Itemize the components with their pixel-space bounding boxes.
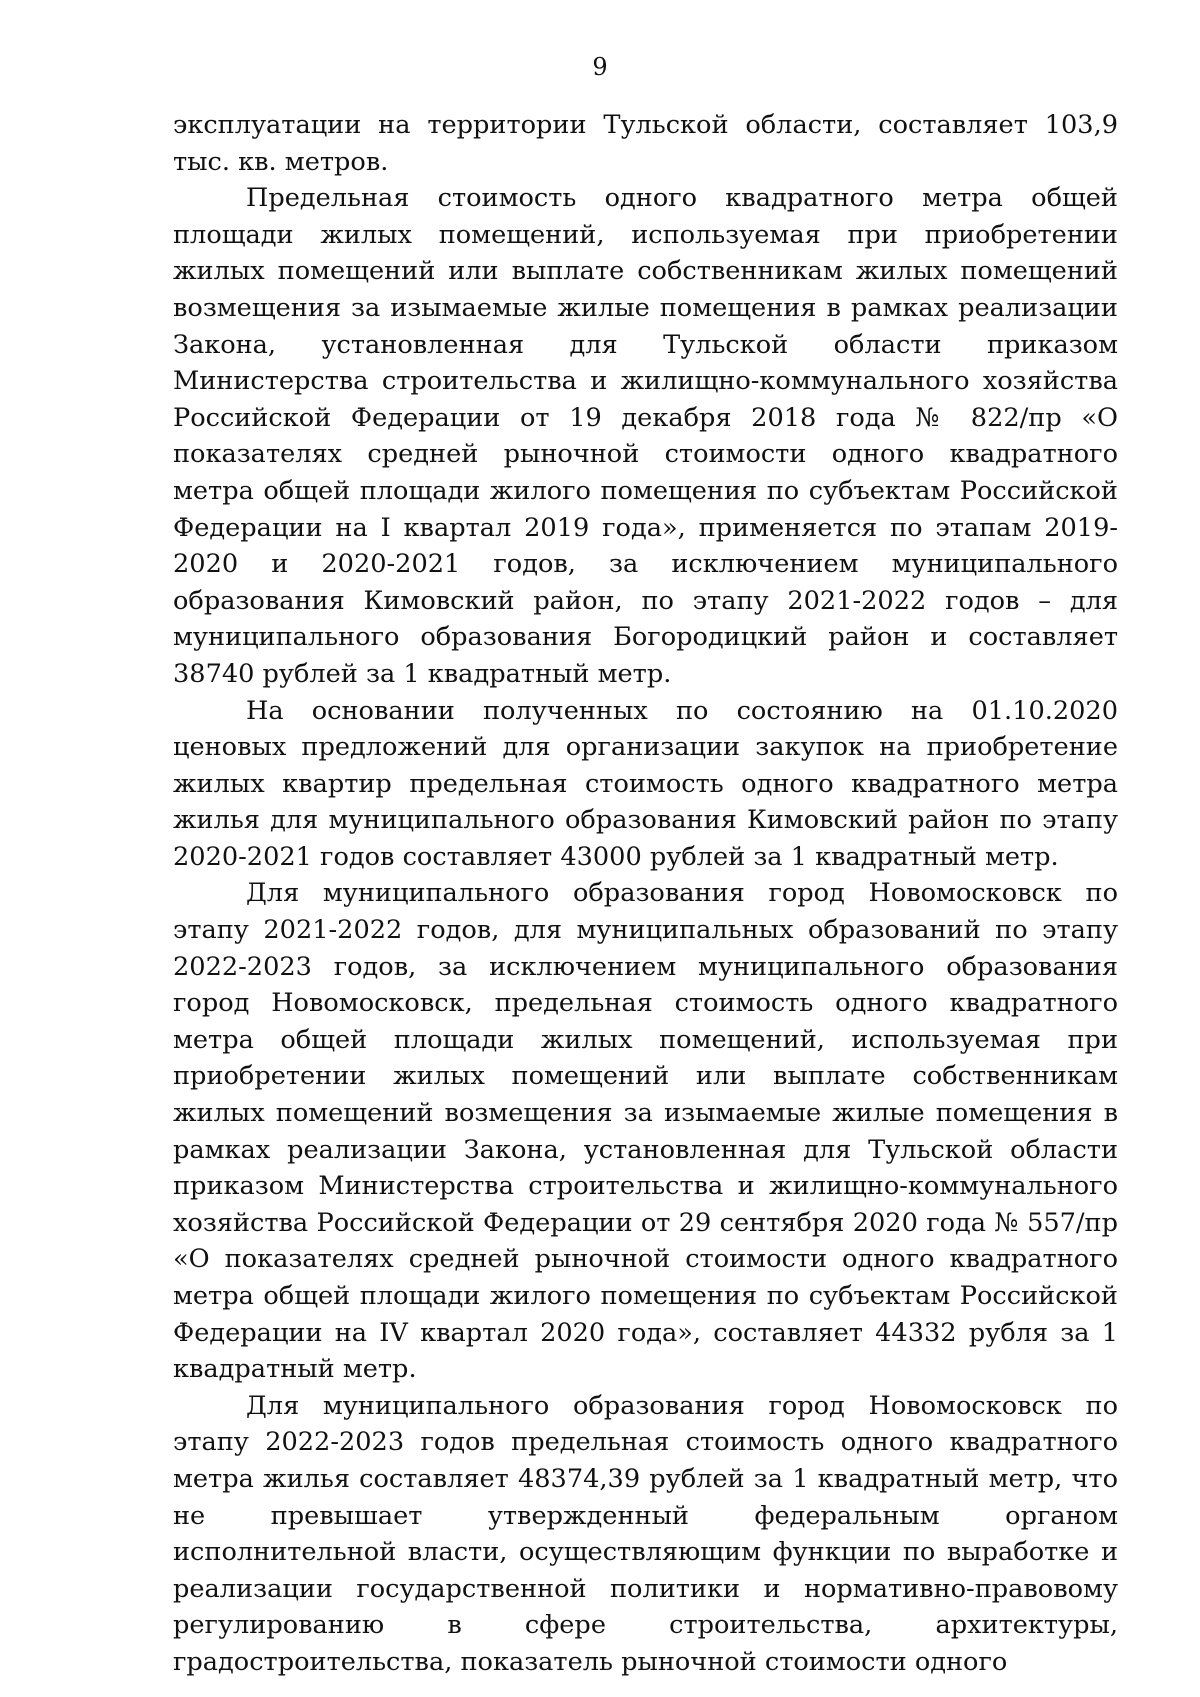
paragraph-novomoskovsk-2022: Для муниципального образования город Новомосковск по этапу 2022-2023 годов предельная стоимость одного квадратного метра жилья составляет 48374,39 рублей за 1 квадратный метр, что не превышает утвержденный федеральным органом исполнительной власти, осуществляющим функции по выработке и реализации государственной политики и нормативно-правовому регулированию в сфере строительства, архитектуры, градостроительства, показатель рыночной стоимости одного [173,1390,1118,1677]
paragraph-continuation: эксплуатации на территории Тульской области, составляет 103,9 тыс. кв. метров. [173,110,1118,177]
page-number: 9 [592,53,608,81]
document-body [173,107,1118,1681]
paragraph-price-2019: Предельная стоимость одного квадратного метра общей площади жилых помещений, используемая при приобретении жилых помещений или выплате собственникам жилых помещений возмещения за изымаемые жилые помещения в рамках реализации Закона, установленная для Тульской области приказом Министерства строительства и жилищно-коммунального хозяйства Российской Федерации от 19 декабря 2018 года № 822/пр «О показателях средней рыночной стоимости одного квадратного метра общей площади жилого помещения по субъектам Российской Федерации на I квартал 2019 года», применяется по этапам 2019-2020 и 2020-2021 годов, за исключением муниципального образования Кимовский район, по этапу 2021-2022 годов – для муниципального образования Богородицкий район и составляет 38740 рублей за 1 квадратный метр. [173,183,1118,689]
paragraph-novomoskovsk-2021: Для муниципального образования город Новомосковск по этапу 2021-2022 годов, для муниципальных образований по этапу 2022-2023 годов, за исключением муниципального образования город Новомосковск, предельная стоимость одного квадратного метра общей площади жилых помещений, используемая при приобретении жилых помещений или выплате собственникам жилых помещений возмещения за изымаемые жилые помещения в рамках реализации Закона, установленная для Тульской области приказом Министерства строительства и жилищно-коммунального хозяйства Российской Федерации от 29 сентября 2020 года № 557/пр «О показателях средней рыночной стоимости одного квадратного метра общей площади жилого помещения по субъектам Российской Федерации на IV квартал 2020 года», составляет 44332 рубля за 1 квадратный метр. [173,878,1118,1385]
paragraph-kimovsky: На основании полученных по состоянию на 01.10.2020 ценовых предложений для организации закупок на приобретение жилых квартир предельная стоимость одного квадратного метра жилья для муниципального образования Кимовский район по этапу 2020-2021 годов составляет 43000 рублей за 1 квадратный метр. [173,695,1118,872]
